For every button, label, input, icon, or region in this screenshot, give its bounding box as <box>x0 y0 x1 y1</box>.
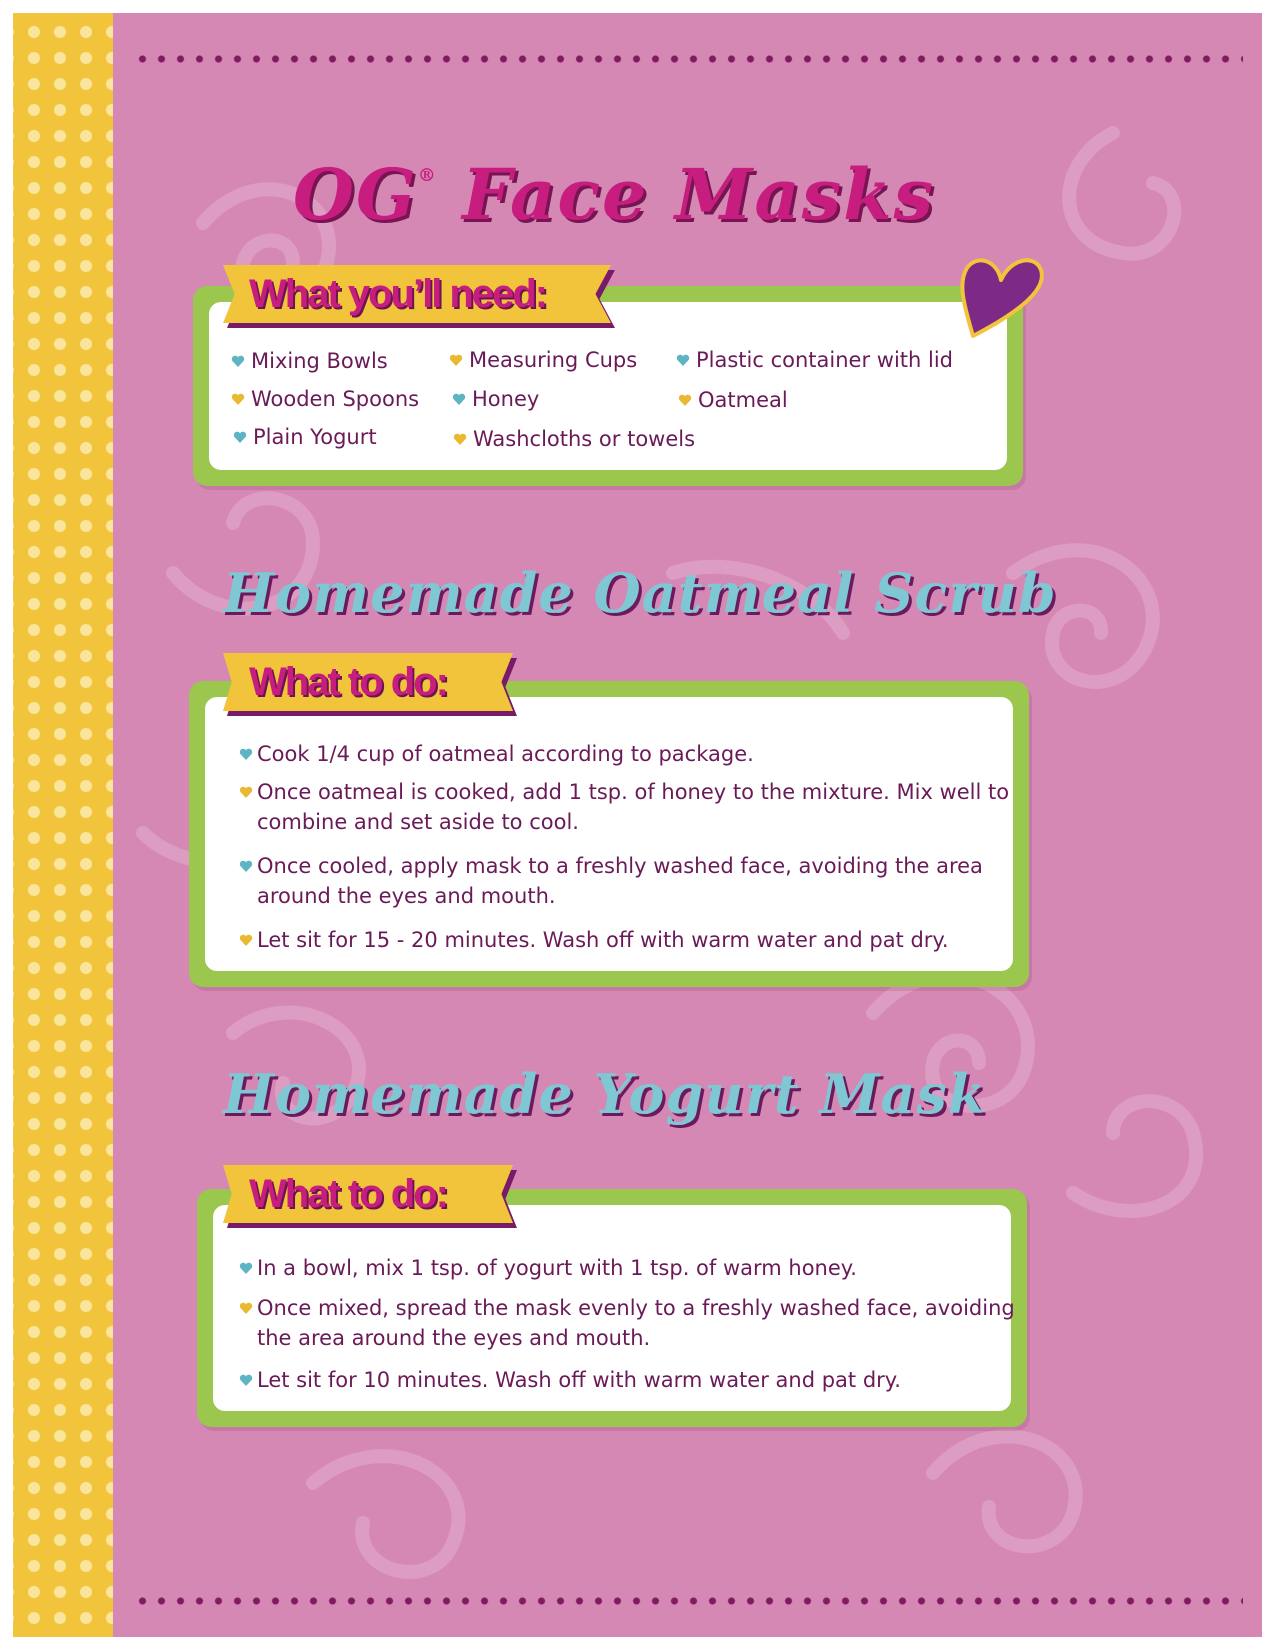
step-text: Let sit for 15 - 20 minutes. Wash off with warm water and pat dry. <box>257 928 949 952</box>
list-item <box>239 777 1019 837</box>
list-item <box>239 1293 1019 1353</box>
step-text: Once mixed, spread the mask evenly to a freshly washed face, avoiding the area around the eyes and mouth. <box>257 1296 1015 1350</box>
blue-heart-icon <box>239 859 253 873</box>
needs-banner <box>223 265 611 323</box>
needs-item-label: Honey <box>472 387 540 411</box>
needs-item <box>449 346 637 374</box>
needs-item <box>676 346 953 374</box>
poster-background <box>13 13 1262 1637</box>
list-item <box>239 851 1019 911</box>
step-text: Let sit for 10 minutes. Wash off with warm water and pat dry. <box>257 1368 901 1392</box>
yogurt-banner <box>223 1165 513 1223</box>
heart-icon <box>953 248 1053 348</box>
yellow-heart-icon <box>453 432 467 446</box>
list-item <box>239 739 1019 769</box>
blue-heart-icon <box>239 1373 253 1387</box>
yogurt-steps-list <box>239 1253 1019 1395</box>
registered-mark: ® <box>417 165 436 186</box>
polka-dot-stripe <box>13 13 113 1637</box>
list-item <box>239 925 1019 955</box>
needs-banner-label: What you’ll need: <box>249 272 547 316</box>
oatmeal-steps-list <box>239 739 1019 955</box>
list-item <box>239 1253 1019 1283</box>
step-text: Once cooled, apply mask to a freshly washed face, avoiding the area around the eyes and mouth. <box>257 854 983 908</box>
needs-item <box>231 347 388 375</box>
yogurt-section-title: Homemade Yogurt Mask <box>223 1062 987 1126</box>
step-text: In a bowl, mix 1 tsp. of yogurt with 1 tsp. of warm honey. <box>257 1256 857 1280</box>
title-rest: Face Masks <box>462 153 936 236</box>
title-og: OG <box>293 153 418 236</box>
step-text: Cook 1/4 cup of oatmeal according to package. <box>257 742 754 766</box>
yellow-heart-icon <box>239 785 253 799</box>
needs-item-label: Oatmeal <box>698 388 788 412</box>
blue-heart-icon <box>676 353 690 367</box>
list-item <box>239 1365 1019 1395</box>
yogurt-banner-label: What to do: <box>249 1172 447 1216</box>
oatmeal-section-title: Homemade Oatmeal Scrub <box>223 561 1057 625</box>
needs-item-label: Measuring Cups <box>469 348 638 372</box>
yellow-heart-icon <box>239 933 253 947</box>
yellow-heart-icon <box>239 1301 253 1315</box>
blue-heart-icon <box>233 430 247 444</box>
needs-item <box>233 423 377 451</box>
needs-item-label: Washcloths or towels <box>473 427 696 451</box>
blue-heart-icon <box>452 392 466 406</box>
needs-item-label: Mixing Bowls <box>251 349 388 373</box>
needs-item <box>678 386 788 414</box>
step-text: Once oatmeal is cooked, add 1 tsp. of honey to the mixture. Mix well to combine and set aside to cool. <box>257 780 1010 834</box>
needs-item <box>452 385 539 413</box>
blue-heart-icon <box>231 354 245 368</box>
dotted-border-top <box>133 53 1243 65</box>
yellow-heart-icon <box>449 353 463 367</box>
yellow-heart-icon <box>678 393 692 407</box>
needs-item-label: Wooden Spoons <box>251 387 420 411</box>
needs-item <box>231 385 419 413</box>
needs-item-label: Plain Yogurt <box>253 425 377 449</box>
oatmeal-banner <box>223 653 513 711</box>
needs-item-label: Plastic container with lid <box>696 348 954 372</box>
needs-item <box>453 425 695 453</box>
blue-heart-icon <box>239 747 253 761</box>
dotted-border-bottom <box>133 1595 1243 1607</box>
blue-heart-icon <box>239 1261 253 1275</box>
oatmeal-banner-label: What to do: <box>249 660 447 704</box>
page-title <box>293 131 1013 240</box>
yellow-heart-icon <box>231 392 245 406</box>
